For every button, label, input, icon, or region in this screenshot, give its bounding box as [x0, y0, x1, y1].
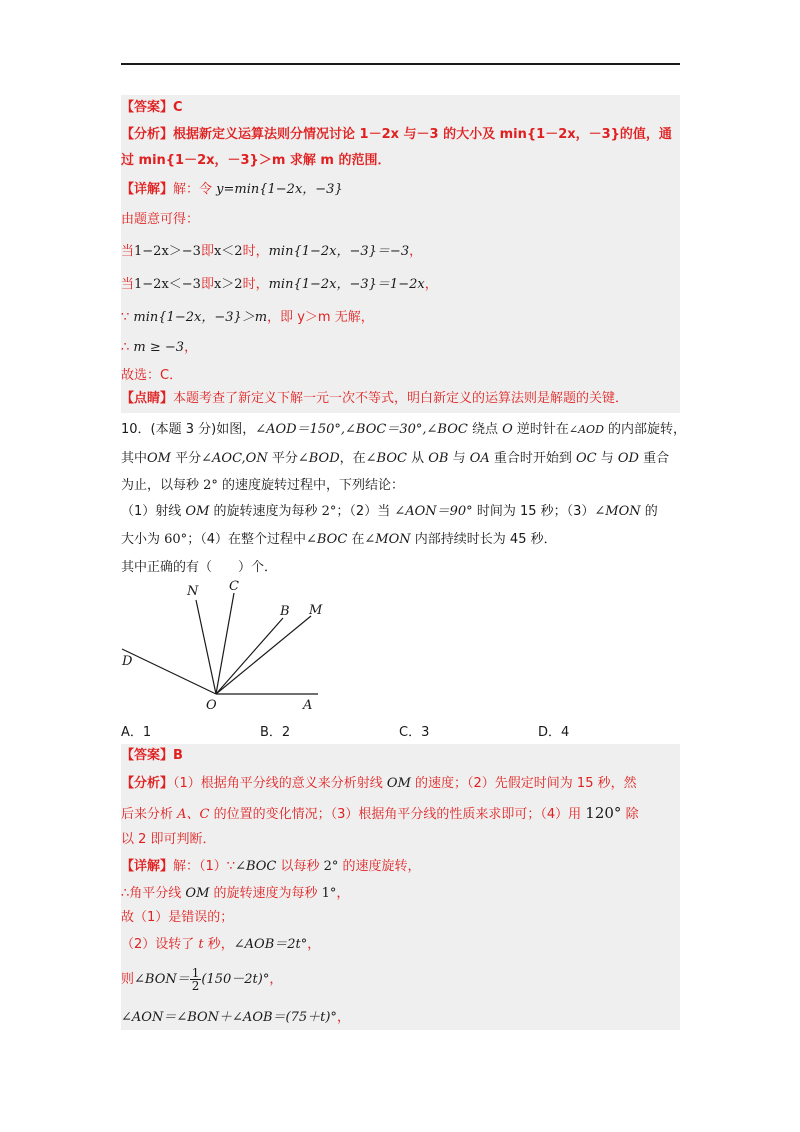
q10-stem1-c: 逆时针在: [512, 422, 569, 437]
q9-answer-label: 【答案】: [121, 100, 174, 115]
q10-analysis2-a: 后来分析: [121, 807, 178, 822]
q10-stem2-a: 其中: [121, 451, 148, 466]
q10-analysis-label: 【分析】: [121, 776, 174, 791]
q9-therefore-sym: ∴: [121, 340, 130, 355]
q9-case2-when: 当: [121, 277, 135, 292]
fraction-num: 1: [191, 966, 200, 980]
fraction-one-half: [190, 967, 202, 992]
q10-stem1-a: 10．(本题 3 分)如图，: [121, 422, 256, 437]
q10-stem4-a: （1）射线: [121, 504, 186, 519]
q10-detail1-boc: ∠BOC: [235, 859, 277, 874]
q9-case2-result: min{1−2x，−3}＝1−2x: [268, 277, 425, 292]
q10-detail2-a: ∴角平分线: [121, 886, 186, 901]
option-a[interactable]: A．1: [121, 725, 152, 740]
q10-detail4-b: 秒，: [203, 937, 234, 952]
q9-analysis-text2: 过 min{1－2x，－3}＞m 求解 m 的范围．: [121, 153, 391, 168]
q10-analysis2-ac: A、C: [177, 807, 210, 822]
q10-stem4-e: 的: [640, 504, 658, 519]
q9-comment: [121, 389, 628, 409]
q9-case1-mid: 即: [200, 244, 214, 259]
ray-od: [122, 649, 216, 694]
q9-because-expr: min{1−2x，−3}＞m: [133, 310, 268, 325]
q9-case2-time: 时，: [242, 277, 269, 292]
q9-case2-ineq: 1−2x＜−3: [134, 277, 201, 292]
q10-stem4-c: ；（2）当: [336, 504, 395, 519]
q10-answer-value: B: [173, 748, 183, 763]
option-c[interactable]: C．3: [399, 725, 430, 740]
ray-ob: [216, 618, 283, 694]
q10-analysis-line2: [121, 803, 639, 825]
q10-analysis-line3: 以 2 即可判断．: [121, 832, 216, 847]
q10-detail-line6: [121, 1008, 350, 1028]
q10-detail1-a: 解：（1）∵: [173, 859, 236, 874]
q10-detail5-b: ，: [269, 972, 283, 987]
ray-on: [196, 600, 216, 694]
q10-detail-line2: [121, 884, 349, 904]
label-c: C: [229, 579, 239, 594]
q10-stem2-h: 与: [596, 451, 618, 466]
q10-stem-line4: [121, 502, 658, 522]
q10-detail-line4: [121, 935, 320, 955]
q10-detail2-b: 的旋转速度为每秒: [209, 886, 322, 901]
q9-detail-label: 【详解】: [121, 182, 174, 197]
q9-comment-label: 【点睛】: [121, 391, 174, 406]
q10-detail2-c: ，: [336, 886, 350, 901]
q10-stem4-b: 的旋转速度为每秒: [209, 504, 322, 519]
q9-case2: [121, 275, 438, 295]
ray-om: [216, 616, 311, 694]
q9-case1-x: x＜2: [213, 244, 243, 259]
q10-stem2-d: ，在: [339, 451, 366, 466]
q10-detail5-a: 则: [121, 972, 135, 987]
q10-stem1-d: 的内部旋转，: [603, 422, 687, 437]
q10-stem2-boc: ∠BOC: [365, 451, 407, 466]
q10-stem3-a: 为止，以每秒: [121, 478, 204, 493]
q10-analysis1-om: OM: [386, 776, 411, 791]
label-a: A: [303, 698, 313, 713]
q10-stem2-f: 与: [448, 451, 470, 466]
q10-stem1-expr: ∠AOD＝150°,∠BOC＝30°,∠BOC: [255, 422, 468, 437]
q10-stem5-mon: ∠MON: [364, 532, 411, 547]
q10-detail1-b: 以每秒: [276, 859, 324, 874]
q10-analysis-line1: [121, 774, 637, 794]
q9-case1-end: ，: [409, 244, 423, 259]
q10-stem5-b: ；（4）在整个过程中: [187, 532, 306, 547]
q9-analysis-line2: [121, 151, 390, 171]
q9-therefore-end: ，: [184, 340, 198, 355]
q9-case1-time: 时，: [242, 244, 269, 259]
q10-stem5-boc: ∠BOC: [305, 532, 348, 547]
q10-stem5-d: 内部持续时长为 45 秒．: [410, 532, 557, 547]
q10-stem-line5: [121, 530, 557, 550]
q10-detail4-a: （2）设转了: [121, 937, 199, 952]
q9-detail-intro: 解：令: [173, 182, 217, 197]
q10-stem3-deg: 2°: [203, 478, 218, 493]
label-d: D: [122, 654, 133, 669]
q10-figure: [110, 578, 340, 718]
q9-case1-when: 当: [121, 244, 135, 259]
label-b: B: [280, 604, 290, 619]
q9-case1-result: min{1−2x，−3}＝−3: [268, 244, 410, 259]
ray-oc: [216, 593, 234, 694]
q9-let-expr: y=min{1−2x，−3}: [216, 182, 343, 197]
q10-stem5-deg: 60°: [164, 532, 188, 547]
label-n: N: [187, 584, 199, 599]
option-b[interactable]: B．2: [260, 725, 291, 740]
q10-stem2-b: 平分: [170, 451, 202, 466]
q10-stem4-deg: 2°: [321, 504, 337, 519]
q9-analysis-line1: [121, 125, 672, 145]
q10-stem4-aon: ∠AON＝90°: [394, 504, 473, 519]
option-d[interactable]: D．4: [538, 725, 570, 740]
q10-stem4-om: OM: [185, 504, 210, 519]
q9-case1-ineq: 1−2x＞−3: [134, 244, 201, 259]
q9-detail-line: [121, 180, 343, 200]
q10-stem2-i: 重合: [638, 451, 670, 466]
q10-stem1-o: O: [502, 422, 513, 437]
q10-detail1-deg: 2°: [323, 859, 339, 874]
q9-case2-x: x＞2: [213, 277, 243, 292]
q9-analysis-label: 【分析】: [121, 127, 174, 142]
q9-analysis-text1: 根据新定义运算法则分情况讨论 1－2x 与－3 的大小及 min{1－2x，－3}的值，通: [173, 127, 672, 142]
q10-analysis2-b: 的位置的变化情况；（3）根据角平分线的性质来求即可；（4）用: [209, 807, 586, 822]
q9-given: 由题意可得：: [121, 212, 200, 227]
q10-analysis1-b: 的速度；（2）先假定时间为 15 秒，然: [410, 776, 637, 791]
header-rule: [121, 63, 680, 65]
q10-stem-line6: 其中正确的有（ ）个．: [121, 560, 278, 575]
q10-stem2-oa: OA: [469, 451, 490, 466]
q10-detail5-rhs: (150－2t)°: [201, 972, 270, 987]
q10-detail6-b: ，: [336, 1010, 350, 1025]
fraction-den: 2: [191, 979, 200, 993]
q9-because: [121, 308, 374, 328]
q10-analysis2-c: 除: [621, 807, 639, 822]
q10-detail-line1: [121, 857, 421, 877]
q10-stem1-aod: ∠AOD: [568, 423, 604, 436]
q10-answer-line: [121, 746, 183, 766]
q10-stem2-c: 平分: [267, 451, 298, 466]
q10-analysis2-deg: 120°: [585, 804, 622, 822]
q9-answer-line: [121, 98, 183, 118]
q10-stem2-ob: OB: [428, 451, 449, 466]
q10-stem4-d: 时间为 15 秒；（3）: [472, 504, 595, 519]
q10-detail4-expr: ∠AOB＝2t°: [233, 937, 308, 952]
q10-detail2-om: OM: [185, 886, 210, 901]
q10-stem2-od: OD: [617, 451, 639, 466]
q10-stem3-b: 的速度旋转过程中，下列结论：: [217, 478, 405, 493]
q10-detail-line5: [121, 967, 282, 993]
q9-comment-text: 本题考查了新定义下解一元一次不等式，明白新定义的运算法则是解题的关键．: [173, 391, 629, 406]
q10-stem-line1: [121, 420, 686, 440]
q9-answer-value: C: [173, 100, 183, 115]
q9-because-end: ，即 y＞m 无解，: [267, 310, 374, 325]
q9-therefore: [121, 338, 197, 358]
q10-stem4-mon: ∠MON: [594, 504, 641, 519]
q10-detail2-deg: 1°: [321, 886, 337, 901]
q9-case2-mid: 即: [200, 277, 214, 292]
q10-detail4-c: ，: [307, 937, 321, 952]
q10-stem-line2: [121, 449, 669, 469]
q10-detail5-lhs: ∠BON＝: [134, 972, 190, 987]
q10-detail-line3: 故（1）是错误的；: [121, 910, 234, 925]
q10-answer-label: 【答案】: [121, 748, 174, 763]
q10-detail4-t: t: [198, 937, 204, 952]
q10-analysis1-a: （1）根据角平分线的意义来分析射线: [173, 776, 387, 791]
q10-stem2-oc: OC: [576, 451, 597, 466]
q9-because-sym: ∵: [121, 310, 130, 325]
q10-stem5-c: 在: [347, 532, 365, 547]
q10-detail6-expr: ∠AON＝∠BON＋∠AOB＝(75＋t)°: [121, 1010, 337, 1025]
q9-case2-end: ，: [424, 277, 438, 292]
q9-choose: 故选：C．: [121, 368, 183, 383]
q9-therefore-expr: m ≥ −3: [133, 340, 185, 355]
q10-stem2-om: OM: [147, 451, 171, 466]
q10-stem5-a: 大小为: [121, 532, 165, 547]
q10-detail-label: 【详解】: [121, 859, 174, 874]
q10-stem2-aoc: ∠AOC,ON: [201, 451, 268, 466]
q10-stem-line3: [121, 476, 404, 496]
q10-stem2-e: 从: [406, 451, 429, 466]
q10-stem2-g: 重合时开始到: [489, 451, 577, 466]
label-o: O: [206, 698, 217, 713]
q9-case1: [121, 242, 422, 262]
q10-stem1-b: 绕点: [467, 422, 503, 437]
label-m: M: [309, 603, 323, 618]
q10-stem2-bod: ∠BOD: [297, 451, 340, 466]
q10-detail1-c: 的速度旋转，: [338, 859, 421, 874]
